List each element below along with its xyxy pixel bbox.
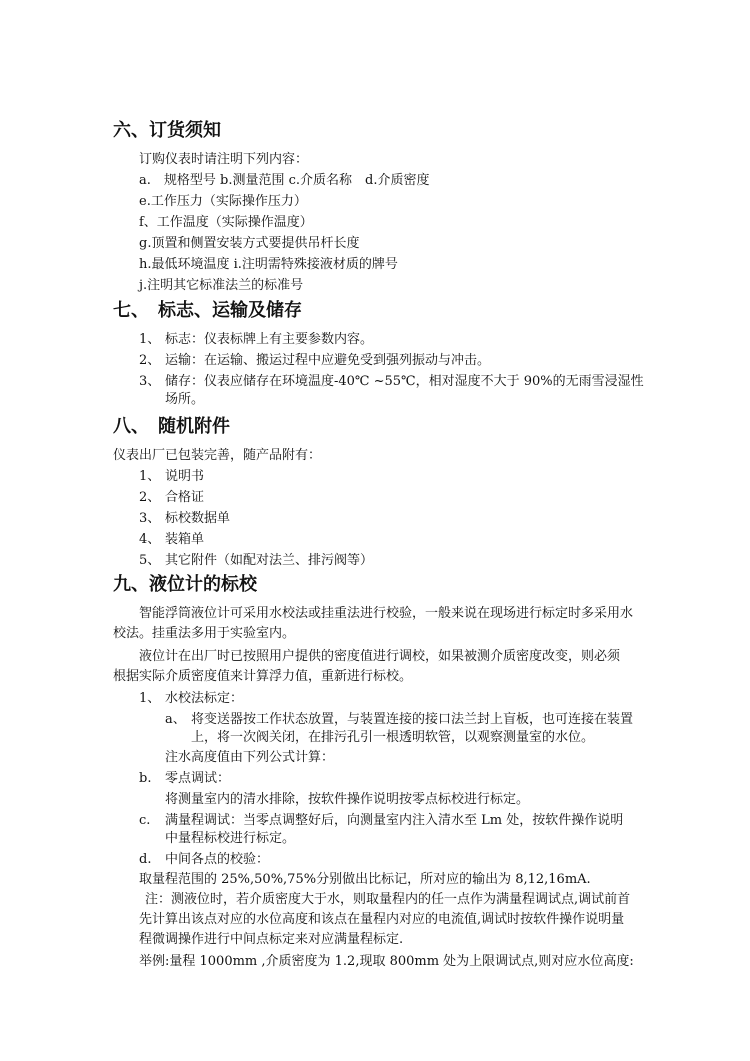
- list-number: 1、: [139, 691, 161, 706]
- subsection-title: 零点调试：: [165, 771, 231, 786]
- note-line: 注：测液位时，若介质密度大于水，则取量程内的任一点作为满量程调试点,调试前首: [145, 892, 631, 907]
- order-item: h.最低环境温度 i.注明需特殊接液材质的牌号: [139, 257, 398, 272]
- paragraph-line: 注水高度值由下列公式计算：: [165, 750, 335, 765]
- paragraph-line: 校法。挂重法多用于实验室内。: [113, 626, 296, 641]
- list-number: 2、: [139, 490, 161, 505]
- section-7-heading: 七、 标志、运输及储存: [113, 300, 302, 321]
- section-6-intro: 订购仪表时请注明下列内容：: [139, 152, 309, 167]
- list-item: 其它附件（如配对法兰、排污阀等）: [165, 553, 374, 568]
- paragraph-line: 满量程调试：当零点调整好后，向测量室内注入清水至 Lm 处，按软件操作说明: [165, 813, 624, 828]
- paragraph-line: 上，将一次阀关闭，在排污孔引一根透明软管，以观察测量室的水位。: [191, 730, 595, 745]
- note-line: 先计算出该点对应的水位高度和该点在量程内对应的电流值,调试时按软件操作说明量: [139, 912, 625, 927]
- list-number: 3、: [139, 511, 161, 526]
- list-item: 合格证: [165, 490, 205, 505]
- list-number: c.: [139, 813, 151, 828]
- order-item: a. 规格型号 b.测量范围 c.介质名称 d.介质密度: [139, 173, 430, 188]
- list-item-continuation: 场所。: [165, 392, 205, 407]
- list-number: 2、: [139, 353, 161, 368]
- paragraph-line: 智能浮筒液位计可采用水校法或挂重法进行校验，一般来说在现场进行标定时多采用水: [139, 606, 634, 621]
- paragraph-line: 将变送器按工作状态放置，与装置连接的接口法兰封上盲板，也可连接在装置: [191, 712, 634, 727]
- section-8-intro: 仪表出厂已包装完善，随产品附有：: [113, 448, 322, 463]
- list-number: 5、: [139, 553, 161, 568]
- order-item: j.注明其它标准法兰的标准号: [139, 278, 304, 293]
- list-number: 3、: [139, 374, 161, 389]
- list-number: b.: [139, 771, 152, 786]
- note-line: 程微调操作进行中间点标定来对应满量程标定.: [139, 932, 404, 947]
- list-item: 装箱单: [165, 532, 205, 547]
- list-number: 1、: [139, 332, 161, 347]
- section-6-heading: 六、订货须知: [113, 120, 221, 141]
- list-item: 标校数据单: [165, 511, 231, 526]
- subsection-title: 水校法标定：: [165, 691, 244, 706]
- list-number: 1、: [139, 469, 161, 484]
- paragraph-line: 中量程标校进行标定。: [165, 831, 296, 846]
- paragraph-line: 将测量室内的清水排除，按软件操作说明按零点标校进行标定。: [165, 792, 530, 807]
- list-item: 运输：在运输、搬运过程中应避免受到强列振动与冲击。: [165, 353, 491, 368]
- order-item: e.工作压力（实际操作压力）: [139, 194, 307, 209]
- paragraph-line: 液位计在出厂时已按照用户提供的密度值进行调校，如果被测介质密度改变，则必须: [139, 649, 621, 664]
- order-item: f、工作温度（实际操作温度）: [139, 215, 313, 230]
- subsection-title: 中间各点的校验：: [165, 852, 270, 867]
- section-8-heading: 八、 随机附件: [113, 416, 230, 437]
- list-number: a、: [165, 712, 186, 727]
- example-line: 举例:量程 1000mm ,介质密度为 1.2,现取 800mm 处为上限调试点,则对应水位高度:: [139, 954, 634, 969]
- paragraph-line: 取量程范围的 25%,50%,75%分别做出比标记，所对应的输出为 8,12,16mA.: [139, 872, 591, 887]
- list-item: 说明书: [165, 469, 205, 484]
- list-number: d.: [139, 852, 152, 867]
- section-9-heading: 九、液位计的标校: [113, 574, 257, 595]
- list-item: 标志：仪表标牌上有主要参数内容。: [165, 332, 374, 347]
- list-item: 储存：仪表应储存在环境温度-40℃ ~55℃，相对湿度不大于 90%的无雨雪浸湿性: [165, 374, 644, 389]
- paragraph-line: 根据实际介质密度值来计算浮力值，重新进行标校。: [113, 669, 413, 684]
- order-item: g.顶置和侧置安装方式要提供吊杆长度: [139, 236, 360, 251]
- list-number: 4、: [139, 532, 161, 547]
